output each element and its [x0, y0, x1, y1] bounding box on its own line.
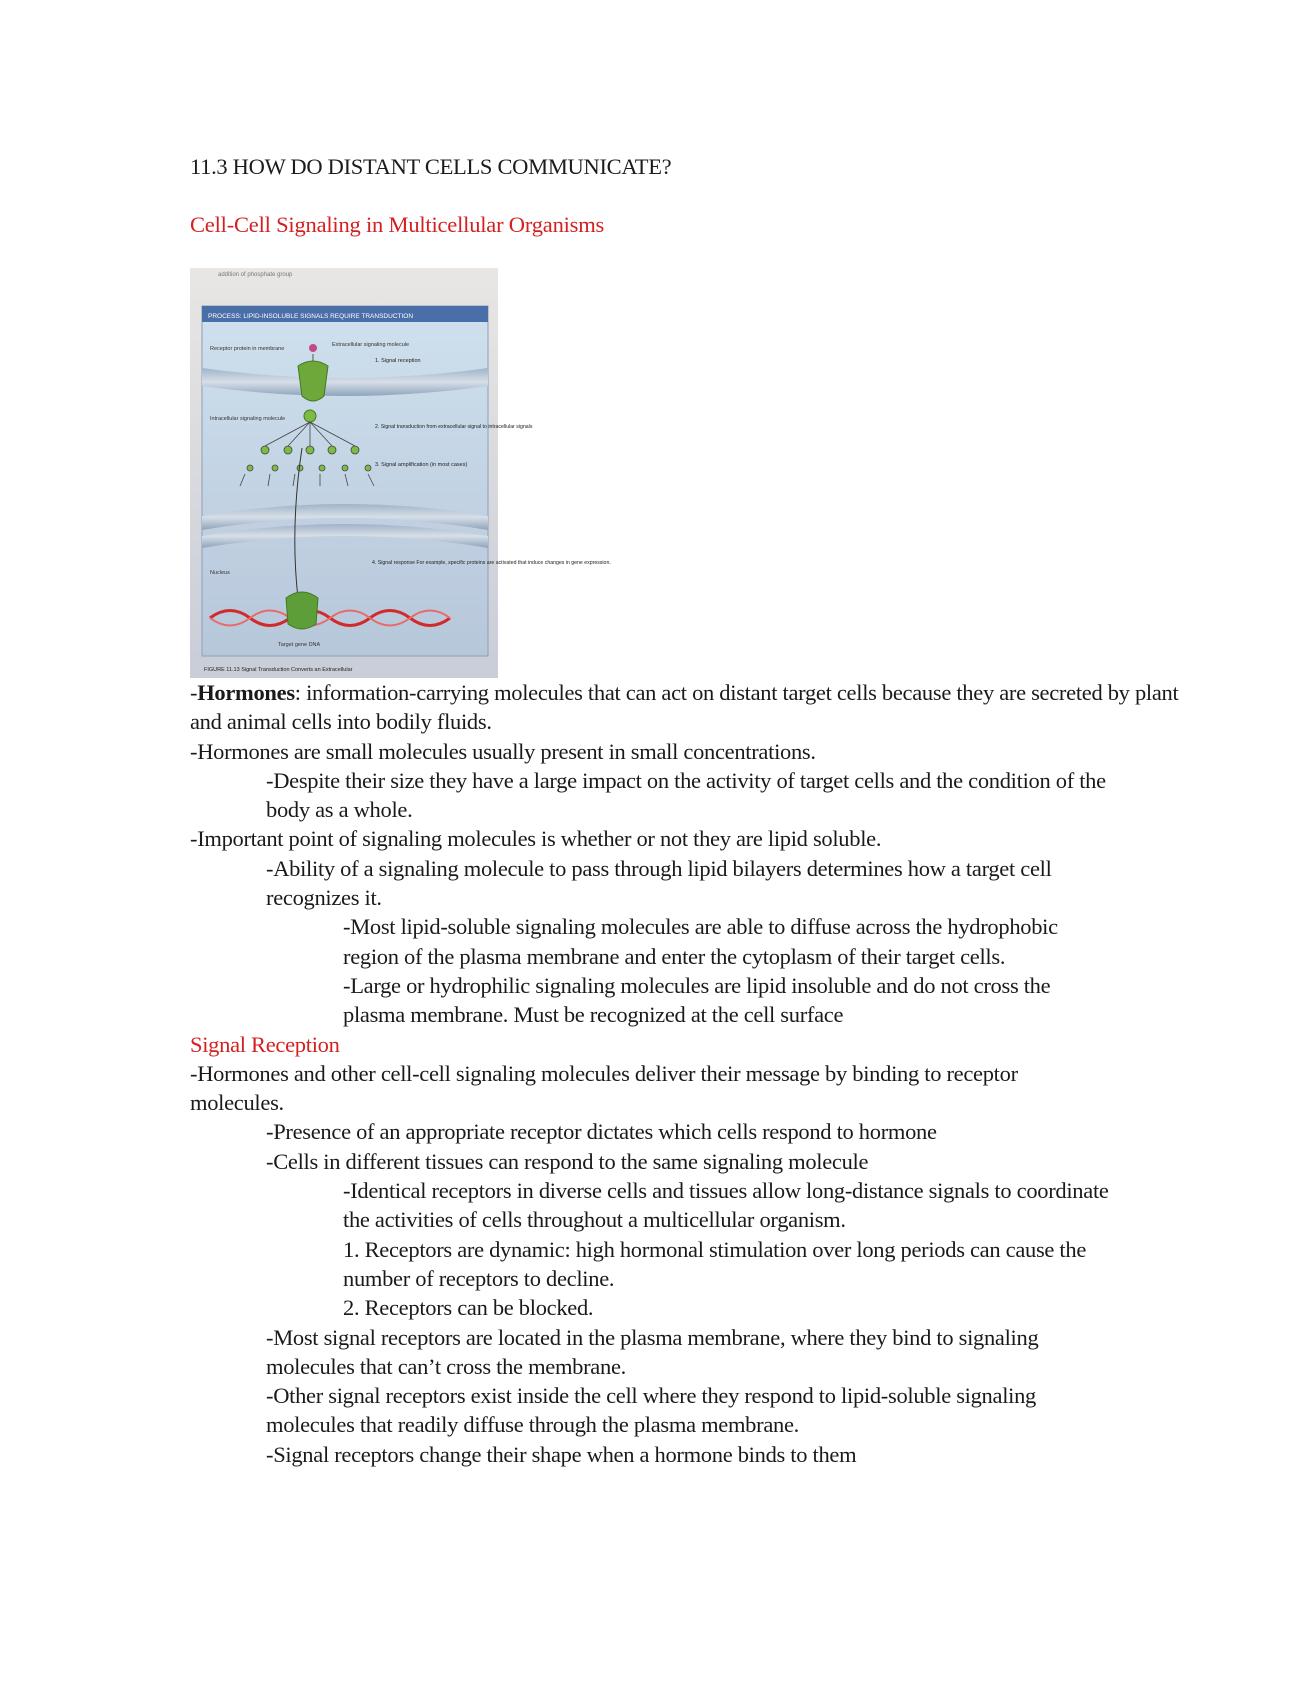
paragraph: -Other signal receptors exist inside the cell where they respond to lipid-soluble signaling molecules that readily diffuse through the plasma membrane.: [266, 1383, 1037, 1438]
body-text: [190, 678, 1190, 1469]
figure-top-text: addition of phosphate group: [218, 272, 293, 278]
label-step1: 1. Signal reception: [375, 358, 421, 364]
paragraph: -Hormones are small molecules usually present in small concentrations.: [190, 738, 816, 764]
label-dna: Target gene DNA: [278, 642, 321, 648]
paragraph: -Important point of signaling molecules is whether or not they are lipid soluble.: [190, 826, 882, 852]
paragraph-hormones: -Hormones: information-carrying molecules that can act on distant target cells because they are secreted by plant and animal cells into bodily fluids.: [190, 680, 1179, 735]
label-extracellular: Extracellular signaling molecule: [332, 342, 410, 348]
label-intracellular: Intracellular signaling molecule: [210, 416, 286, 422]
paragraph: -Large or hydrophilic signaling molecules are lipid insoluble and do not cross the plasma membrane. Must be recognized at the cell surface: [343, 972, 1051, 1028]
figure-header: PROCESS: LIPID-INSOLUBLE SIGNALS REQUIRE TRANSDUCTION: [208, 313, 414, 320]
signal-molecule-dot: [309, 344, 317, 352]
signal-reception-heading: Signal Reception: [190, 1031, 340, 1057]
receptor-protein-shape: [298, 361, 328, 401]
paragraph: -Identical receptors in diverse cells and tissues allow long-distance signals to coordinate the activities of cells throughout a multicellular organism.: [343, 1178, 1109, 1233]
label-step2: 2. Signal transduction from extracellular signal to intracellular signals: [375, 424, 533, 430]
paragraph: -Ability of a signaling molecule to pass through lipid bilayers determines how a target cell recognizes it.: [266, 855, 1052, 911]
paragraph: -Most lipid-soluble signaling molecules are able to diffuse across the hydrophobic region of the plasma membrane and enter the cytoplasm of their target cells.: [343, 914, 1058, 969]
term-hormones: Hormones: [197, 680, 295, 705]
paragraph: -Most signal receptors are located in the plasma membrane, where they bind to signaling molecules that can’t cross the membrane.: [266, 1324, 1039, 1379]
paragraph: -Presence of an appropriate receptor dictates which cells respond to hormone: [266, 1119, 937, 1145]
label-nucleus: Nucleus: [210, 570, 230, 576]
paragraph: -Cells in different tissues can respond to the same signaling molecule: [266, 1148, 869, 1174]
label-receptor: Receptor protein in membrane: [210, 346, 285, 352]
hormones-definition: : information-carrying molecules that can act on distant target cells because they are secreted by plant and animal cells into bodily fluids.: [190, 680, 1179, 735]
paragraph: -Signal receptors change their shape when a hormone binds to them: [266, 1441, 857, 1467]
paragraph: -Despite their size they have a large impact on the activity of target cells and the condition of the body as a whole.: [266, 767, 1106, 823]
section-title: 11.3 HOW DO DISTANT CELLS COMMUNICATE?: [190, 154, 672, 179]
subsection-title: Cell-Cell Signaling in Multicellular Organisms: [190, 212, 605, 237]
label-step3: 3. Signal amplification (in most cases): [375, 462, 468, 468]
paragraph: 1. Receptors are dynamic: high hormonal stimulation over long periods can cause the number of receptors to decline.: [343, 1236, 1087, 1291]
paragraph: 2. Receptors can be blocked.: [343, 1295, 594, 1321]
figure-caption: FIGURE 11.13 Signal Transduction Converts an Extracellular: [204, 667, 353, 673]
paragraph: -Hormones and other cell-cell signaling molecules deliver their message by binding to receptor molecules.: [190, 1060, 1018, 1116]
label-step4: 4. Signal response For example, specific proteins are activated that induce changes in gene expression.: [372, 560, 611, 566]
signal-transduction-figure: [190, 268, 611, 678]
